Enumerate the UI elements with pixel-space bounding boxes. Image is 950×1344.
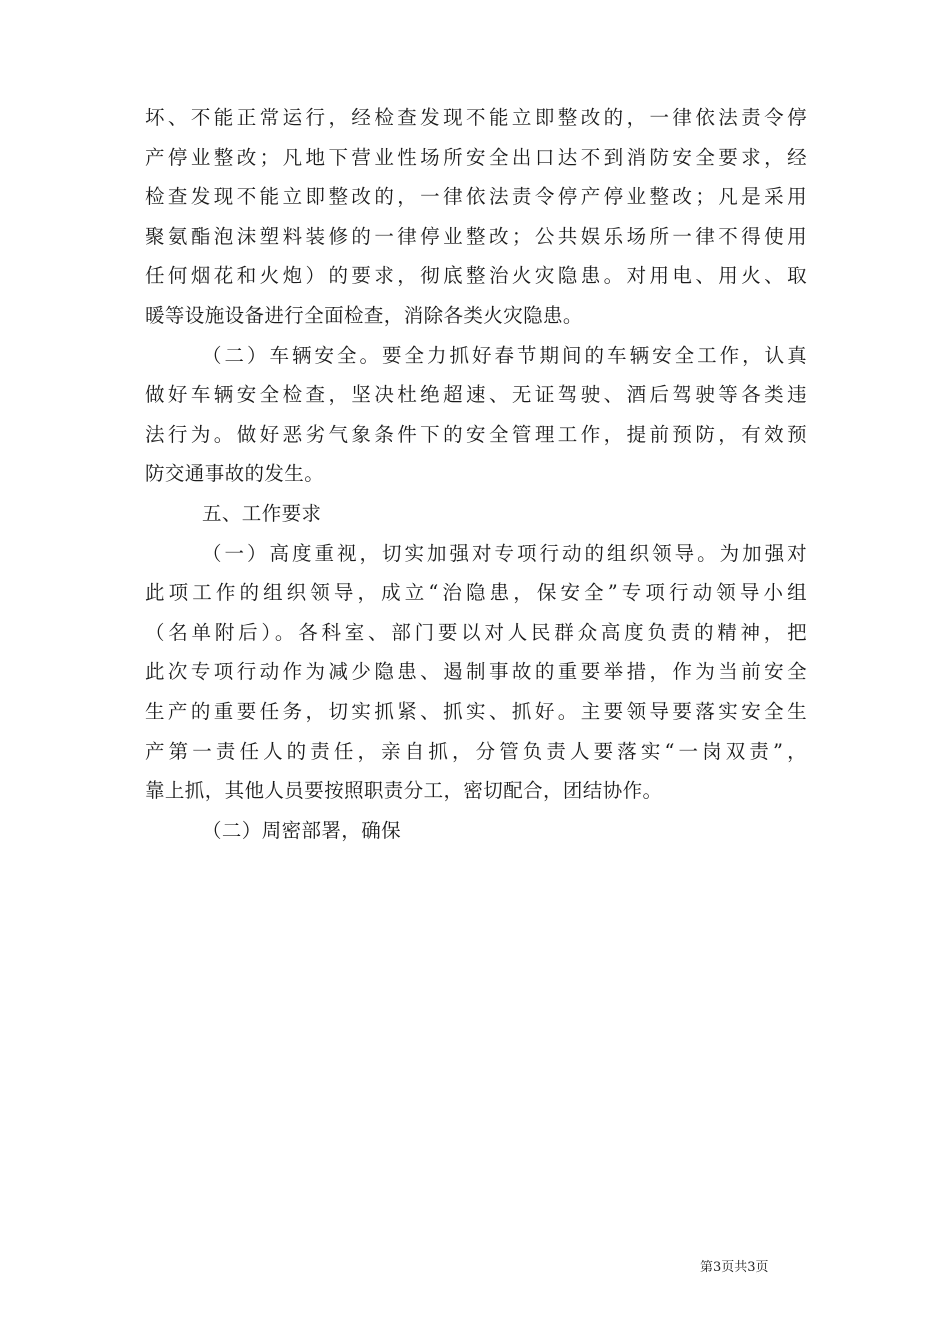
text-line: 聚氨酯泡沫塑料装修的一律停业整改；公共娱乐场所一律不得使用 [145, 224, 807, 248]
text-line: 生产的重要任务，切实抓紧、抓实、抓好。主要领导要落实安全生 [145, 699, 807, 723]
text-line: 做好车辆安全检查，坚决杜绝超速、无证驾驶、酒后驾驶等各类违 [145, 383, 807, 407]
section-heading: 五、工作要求 [202, 501, 322, 525]
text-line: （名单附后）。各科室、部门要以对人民群众高度负责的精神，把 [145, 620, 807, 644]
text-line: 靠上抓，其他人员要按照职责分工，密切配合，团结协作。 [145, 779, 663, 803]
text-line: （二）周密部署，确保 [202, 818, 402, 842]
text-line: （二）车辆安全。要全力抓好春节期间的车辆安全工作，认真 [202, 343, 807, 367]
text-line: 法行为。做好恶劣气象条件下的安全管理工作，提前预防，有效预 [145, 422, 807, 446]
text-line: 产第一责任人的责任，亲自抓，分管负责人要落实“一岗双责”， [145, 739, 807, 763]
text-line: 暖等设施设备进行全面检查，消除各类火灾隐患。 [145, 303, 583, 327]
text-line: 坏、不能正常运行，经检查发现不能立即整改的，一律依法责令停 [145, 106, 807, 129]
text-line: 此项工作的组织领导，成立“治隐患，保安全”专项行动领导小组 [145, 581, 807, 605]
text-line: 此次专项行动作为减少隐患、遏制事故的重要举措，作为当前安全 [145, 660, 807, 684]
text-line: 防交通事故的发生。 [145, 462, 325, 486]
text-line: 产停业整改；凡地下营业性场所安全出口达不到消防安全要求，经 [145, 145, 807, 169]
text-line: 检查发现不能立即整改的，一律依法责令停产停业整改；凡是采用 [145, 185, 807, 209]
text-line: （一）高度重视，切实加强对专项行动的组织领导。为加强对 [202, 541, 807, 565]
page-footer [700, 1260, 820, 1276]
page-number-label: 第3页共3页 [700, 1260, 769, 1275]
text-line: 任何烟花和火炮）的要求，彻底整治火灾隐患。对用电、用火、取 [145, 264, 807, 288]
document-body [145, 98, 807, 850]
